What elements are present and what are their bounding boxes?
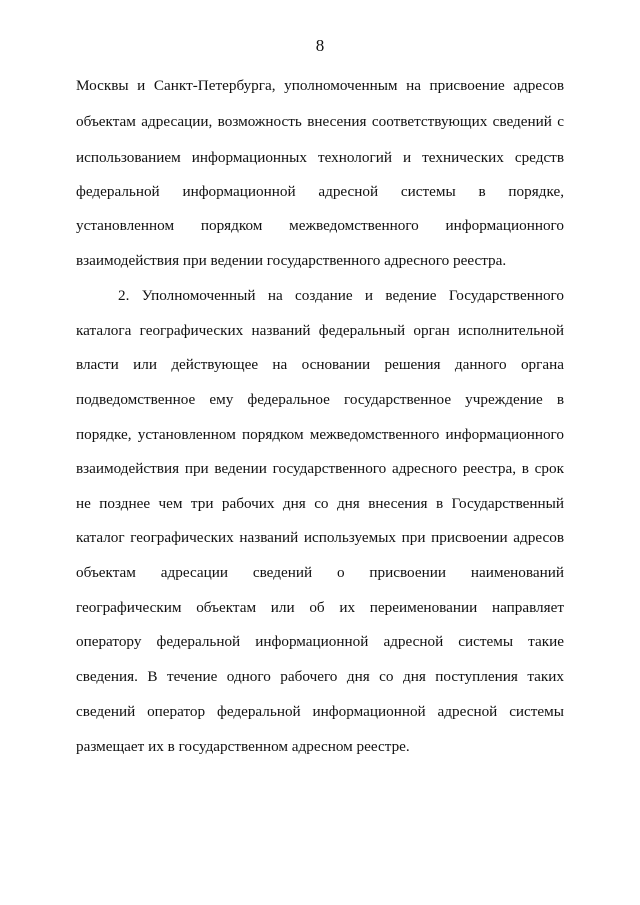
paragraph-line: подведомственное ему федеральное государственное учреждение в [76,391,564,408]
paragraph-line: Москвы и Санкт-Петербурга, уполномоченным на присвоение адресов [76,77,564,94]
paragraph-line: установленном порядком межведомственного информационного [76,217,564,234]
paragraph-line: объектам адресации, возможность внесения соответствующих сведений с [76,113,564,130]
paragraph-line: 2. Уполномоченный на создание и ведение Государственного [118,287,564,304]
paragraph-line: объектам адресации сведений о присвоении наименований [76,564,564,581]
paragraph-line: каталога географических названий федеральный орган исполнительной [76,322,564,339]
paragraph-line: каталог географических названий используемых при присвоении адресов [76,529,564,546]
paragraph-line: взаимодействия при ведении государственного адресного реестра, в срок [76,460,564,477]
paragraph-line: оператору федеральной информационной адресной системы такие [76,633,564,650]
paragraph-line: географическим объектам или об их переименовании направляет [76,599,564,616]
paragraph-line: использованием информационных технологий и технических средств [76,149,564,166]
paragraph-line: сведений оператор федеральной информационной адресной системы [76,703,564,720]
paragraph-line: власти или действующее на основании решения данного органа [76,356,564,373]
paragraph-line: размещает их в государственном адресном реестре. [76,738,410,755]
paragraph-line: федеральной информационной адресной системы в порядке, [76,183,564,200]
paragraph-line: взаимодействия при ведении государственного адресного реестра. [76,252,507,269]
page-number: 8 [315,36,325,55]
paragraph-line: сведения. В течение одного рабочего дня со дня поступления таких [76,668,564,685]
paragraph-line: не позднее чем три рабочих дня со дня внесения в Государственный [76,495,564,512]
paragraph-line: порядке, установленном порядком межведомственного информационного [76,426,564,443]
